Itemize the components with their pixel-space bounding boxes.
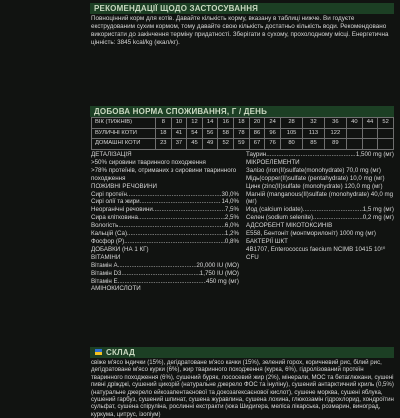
nutrient-value: 2,5%: [224, 214, 239, 222]
table-cell: 89: [324, 139, 346, 150]
nutrient-name: Вологість: [91, 222, 119, 230]
nutrient-row: [91, 198, 239, 206]
table-cell: 78: [234, 128, 250, 139]
bacteria-value: 10¹⁰ CFU: [246, 245, 386, 261]
table-cell: 40: [347, 118, 363, 129]
bacteria-name: 4B1707, Enterococcus faecium NCIMB 10415: [246, 245, 373, 253]
table-cell: [362, 139, 378, 150]
table-cell: 18: [156, 128, 172, 139]
table-cell: 96: [265, 128, 281, 139]
micro-name: Магній (manganous(II)sulfate (monohydrate): [246, 190, 370, 198]
table-cell: 54: [187, 128, 203, 139]
nutrition-left-column: [91, 151, 239, 293]
table-cell: 85: [303, 139, 324, 150]
micro-value: 120,0 mg (мг): [344, 182, 383, 190]
table-cell: 12: [187, 118, 203, 129]
table-cell: [347, 128, 363, 139]
micro-value: 40,0 mg (мг): [246, 190, 394, 206]
absorbent-name: E558, Бентоніт (монтморилоніт): [246, 230, 338, 238]
micro-name: Мідь(copper(II)sulfate (pentahydrate): [246, 174, 349, 182]
nutrients-heading: ПОЖИВНІ РЕЧОВИНИ: [91, 182, 157, 190]
table-cell: 86: [249, 128, 265, 139]
details-line: >78% протеїнів, отриманих з сировини тваринного походження: [91, 166, 237, 182]
nutrient-row: [91, 238, 239, 246]
table-cell: 20: [249, 118, 265, 129]
composition-text: свіже м'ясо індички (15%), дегідратоване м'ясо качки (15%), зелений горох, коричневий рис, білий рис, дегідратоване м'ясо курки (6%), жир тваринного походження (курка, 6%), гідролізований протеїн тваринного походження (6%), сушений буряк, лососевий жир (2%), мінерали, МОС та бетаглюкани, сушені пивні дріжджі, сушений цикорій (натуральне джерело ФОС та інуліну), сушений антарктичний криль (0,5%) (натуральне джерело ейкозапентаєнової та докозагексаєнової кислот), сушене морква, сушені яблука, сушений гарбуз, сушений шпинат, сушена журавлина, сушена лохина, глюкозамін гідрохлорид, хондроїтин сульфат, сушена спіруліна, рослинні екстракти (юка Шидигера, меліса лікарська, розмарин, виноград, куркума, цитрус, ізопіум): [91, 359, 394, 418]
nutrient-row: [91, 214, 239, 222]
bacteria-heading: БАКТЕРІЇ ШКТ: [246, 237, 288, 245]
nutrient-value: 1,2%: [224, 230, 239, 238]
micro-name: Залізо (iron(II)sulfate(monohydrate): [246, 166, 345, 174]
table-cell: 122: [324, 128, 346, 139]
additives-heading: ДОБАВКИ (НА 1 КГ): [91, 245, 149, 253]
recommendations-header: РЕКОМЕНДАЦІЇ ЩОДО ЗАСТОСУВАННЯ: [90, 3, 394, 14]
micro-value: 70,0 mg (мг): [346, 166, 381, 174]
table-cell: 10: [171, 118, 187, 129]
table-cell: 56: [202, 128, 218, 139]
nutrient-row: [91, 206, 239, 214]
micro-name: Йод (calcium iodate): [246, 206, 303, 214]
micro-row: [246, 191, 394, 207]
taurine-name: Таурин: [246, 151, 267, 158]
table-cell: 28: [280, 118, 302, 129]
micro-value: 10,0 mg (мг): [349, 174, 385, 182]
bacteria-row: [246, 246, 394, 262]
details-heading: ДЕТАЛІЗАЦІЯ: [91, 151, 132, 158]
table-cell: 45: [187, 139, 203, 150]
absorbent-row: [246, 230, 394, 238]
table-row-label: ВІК (ТИЖНІВ): [92, 118, 156, 129]
table-cell: [378, 139, 394, 150]
micro-value: 0,2 mg (мг): [362, 214, 394, 222]
nutrient-row: [91, 222, 239, 230]
nutrition-right-column: [246, 151, 394, 262]
nutrient-name: Неорганічні речовини: [91, 206, 153, 214]
micro-row: [246, 183, 394, 191]
table-cell: 80: [280, 139, 302, 150]
table-cell: [362, 128, 378, 139]
nutrient-name: Фосфор (P): [91, 237, 125, 245]
absorbent-heading: АДСОРБЕНТ МІКОТОКСИНІВ: [246, 222, 333, 230]
table-cell: 32: [303, 118, 324, 129]
vitamin-name: Вітамін A: [91, 261, 118, 269]
table-cell: 52: [218, 139, 234, 150]
table-cell: 67: [249, 139, 265, 150]
table-row-label: ВУЛИЧНІ КОТИ: [92, 128, 156, 139]
micro-row: [246, 214, 394, 222]
vitamin-value: 1,750 IU (МО): [199, 269, 239, 277]
vitamin-row: [91, 270, 239, 278]
nutrient-value: 6,0%: [224, 222, 239, 230]
micro-row: [246, 167, 394, 175]
composition-header: СКЛАД: [90, 347, 394, 358]
taurine-value: 1,500 mg (мг): [355, 151, 394, 158]
table-row-label: ДОМАШНІ КОТИ: [92, 139, 156, 150]
table-row: [92, 118, 394, 129]
micro-name: Селен (sodium selenite): [246, 214, 314, 222]
nutrient-value: 0,8%: [224, 237, 239, 245]
nutrient-name: Сирі протеїн: [91, 190, 127, 198]
micro-row: [246, 175, 394, 183]
table-cell: 23: [156, 139, 172, 150]
micro-row: [246, 206, 394, 214]
vitamin-value: 450 mg (мг): [206, 277, 239, 285]
table-cell: 52: [378, 118, 394, 129]
vitamin-name: Вітамін E: [91, 277, 118, 285]
table-cell: 8: [156, 118, 172, 129]
table-cell: 76: [265, 139, 281, 150]
nutrient-row: [91, 230, 239, 238]
absorbent-value: 1000 mg (мг): [339, 230, 376, 238]
table-cell: 49: [202, 139, 218, 150]
vitamin-row: [91, 278, 239, 286]
vitamin-value: 20,000 IU (МО): [196, 261, 239, 269]
nutrient-row: [91, 191, 239, 199]
micro-value: 1,5 mg (мг): [362, 206, 394, 214]
daily-norm-table: [91, 117, 394, 150]
nutrient-value: 7,5%: [224, 206, 239, 214]
table-cell: 36: [324, 118, 346, 129]
micro-heading: МІКРОЕЛЕМЕНТИ: [246, 158, 300, 166]
micro-name: Цинк (zinc(II)sulfate (monohydrate): [246, 182, 343, 190]
ukraine-flag-icon: [95, 349, 102, 355]
details-line: >50% сировини тваринного походження: [91, 158, 206, 166]
table-cell: 44: [362, 118, 378, 129]
table-cell: 37: [171, 139, 187, 150]
daily-norm-header: ДОБОВА НОРМА СПОЖИВАННЯ, Г / ДЕНЬ: [90, 106, 394, 117]
recommendations-text: Повноцінний корм для котів. Давайте кількість корму, вказану в таблиці нижче. Ви годуєте екструдованим сухим кормом, тому давайте свою кількість достатньо кількість води. Рекомендовано використати до закінчення терміну придатності. Зберігати в сухому, прохолодному місці. Енергетична цінність: 3845 kcal/kg (ккал/кг).: [91, 15, 389, 47]
table-cell: 59: [234, 139, 250, 150]
table-row: [92, 128, 394, 139]
nutrient-name: Сира клітковина: [91, 214, 138, 222]
table-cell: 113: [303, 128, 324, 139]
amino-heading: АМІНОКИСЛОТИ: [91, 285, 141, 293]
table-cell: 16: [218, 118, 234, 129]
table-cell: 58: [218, 128, 234, 139]
table-cell: 41: [171, 128, 187, 139]
nutrient-name: Сирі олії та жири: [91, 198, 140, 206]
table-cell: 105: [280, 128, 302, 139]
table-cell: [347, 139, 363, 150]
table-cell: 24: [265, 118, 281, 129]
table-row: [92, 139, 394, 150]
table-cell: 14: [202, 118, 218, 129]
taurine-row: [246, 151, 394, 159]
vitamins-heading: ВІТАМІНИ: [91, 253, 121, 261]
vitamin-name: Вітамін D3: [91, 269, 122, 277]
vitamin-row: [91, 262, 239, 270]
table-cell: [378, 128, 394, 139]
nutrient-value: 14,0%: [221, 198, 239, 206]
table-cell: 18: [234, 118, 250, 129]
nutrient-value: 30,0%: [221, 190, 239, 198]
nutrient-name: Кальцій (Ca): [91, 230, 128, 238]
